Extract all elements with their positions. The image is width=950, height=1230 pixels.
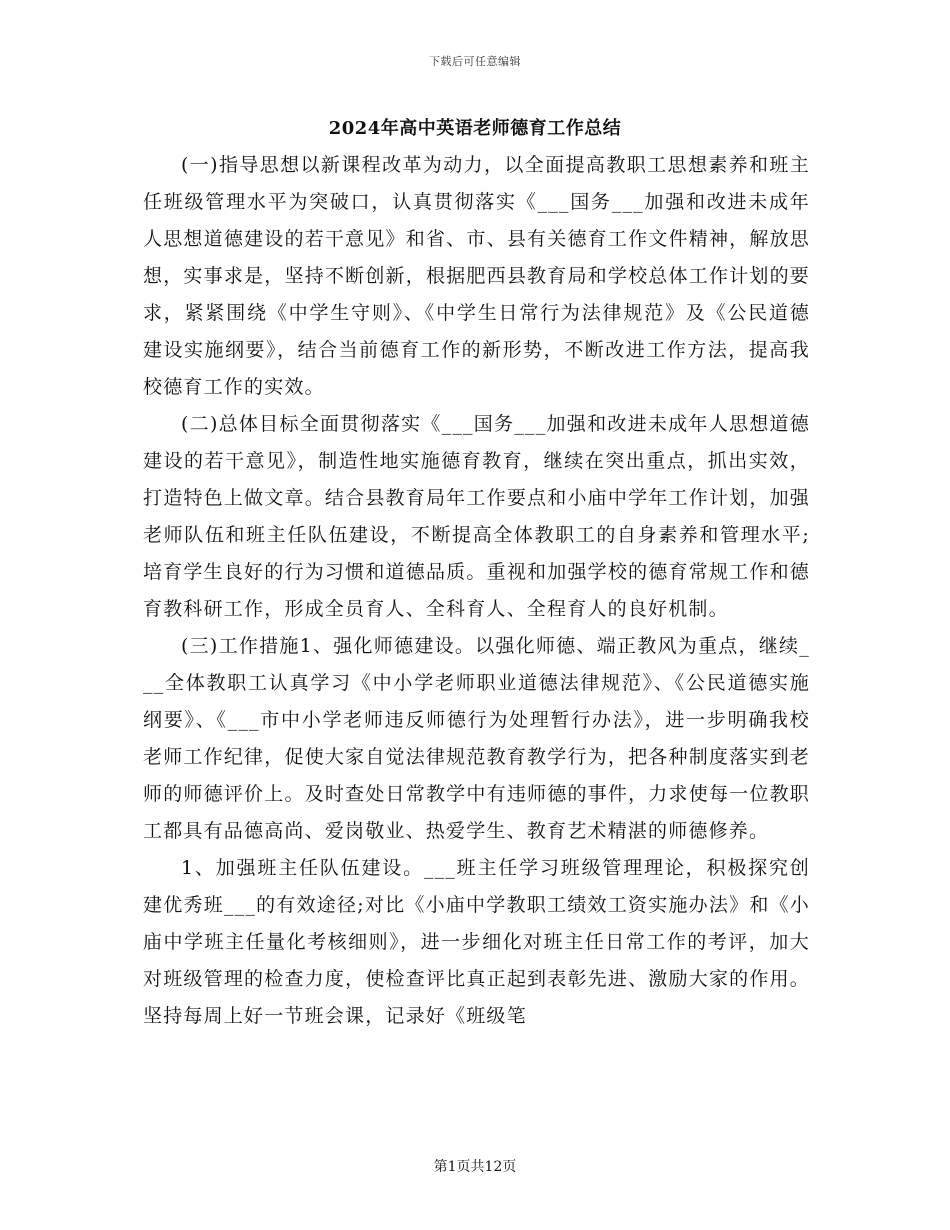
- paragraph-work-measures: (三)工作措施1、强化师德建设。以强化师德、端正教风为重点，继续___全体教职工认真学习《中小学老师职业道德法律规范》、《公民道德实施纲要》、《___市中小学老师违反师德行为处理暂行办法》，进一步明确我校老师工作纪律，促使大家自觉法律规范教育教学行为，把各种制度落实到老师的师德评价上。及时查处日常教学中有违师德的事件，力求使每一位教职工都具有品德高尚、爱岗敬业、热爱学生、教育艺术精湛的师德修养。: [143, 635, 810, 842]
- paragraph-guiding-ideology: (一)指导思想以新课程改革为动力，以全面提高教职工思想素养和班主任班级管理水平为突破口，认真贯彻落实《___国务___加强和改进未成年人思想道德建设的若干意见》和省、市、县有关德育工作文件精神，解放思想，实事求是，坚持不断创新，根据肥西县教育局和学校总体工作计划的要求，紧紧围绕《中学生守则》、《中学生日常行为法律规范》及《公民道德建设实施纲要》，结合当前德育工作的新形势，不断改进工作方法，提高我校德育工作的实效。: [143, 154, 810, 398]
- page-number: 第1页共12页: [433, 1159, 517, 1175]
- document-title: 2024年高中英语老师德育工作总结: [328, 118, 622, 139]
- document-body: [143, 147, 810, 1035]
- paragraph-overall-goal: (二)总体目标全面贯彻落实《___国务___加强和改进未成年人思想道德建设的若干意见》，制造性地实施德育教育，继续在突出重点，抓出实效，打造特色上做文章。结合县教育局年工作要点和小庙中学年工作计划，加强老师队伍和班主任队伍建设，不断提高全体教职工的自身素养和管理水平;培育学生良好的行为习惯和道德品质。重视和加强学校的德育常规工作和德育教科研工作，形成全员育人、全科育人、全程育人的良好机制。: [143, 413, 810, 620]
- page-header-note: 下载后可任意编辑: [429, 55, 521, 68]
- paragraph-head-teacher-team: 1、加强班主任队伍建设。___班主任学习班级管理理论，积极探究创建优秀班___的有效途径;对比《小庙中学教职工绩效工资实施办法》和《小庙中学班主任量化考核细则》，进一步细化对班主任日常工作的考评，加大对班级管理的检查力度，使检查评比真正起到表彰先进、激励大家的作用。坚持每周上好一节班会课，记录好《班级笔: [143, 857, 810, 1027]
